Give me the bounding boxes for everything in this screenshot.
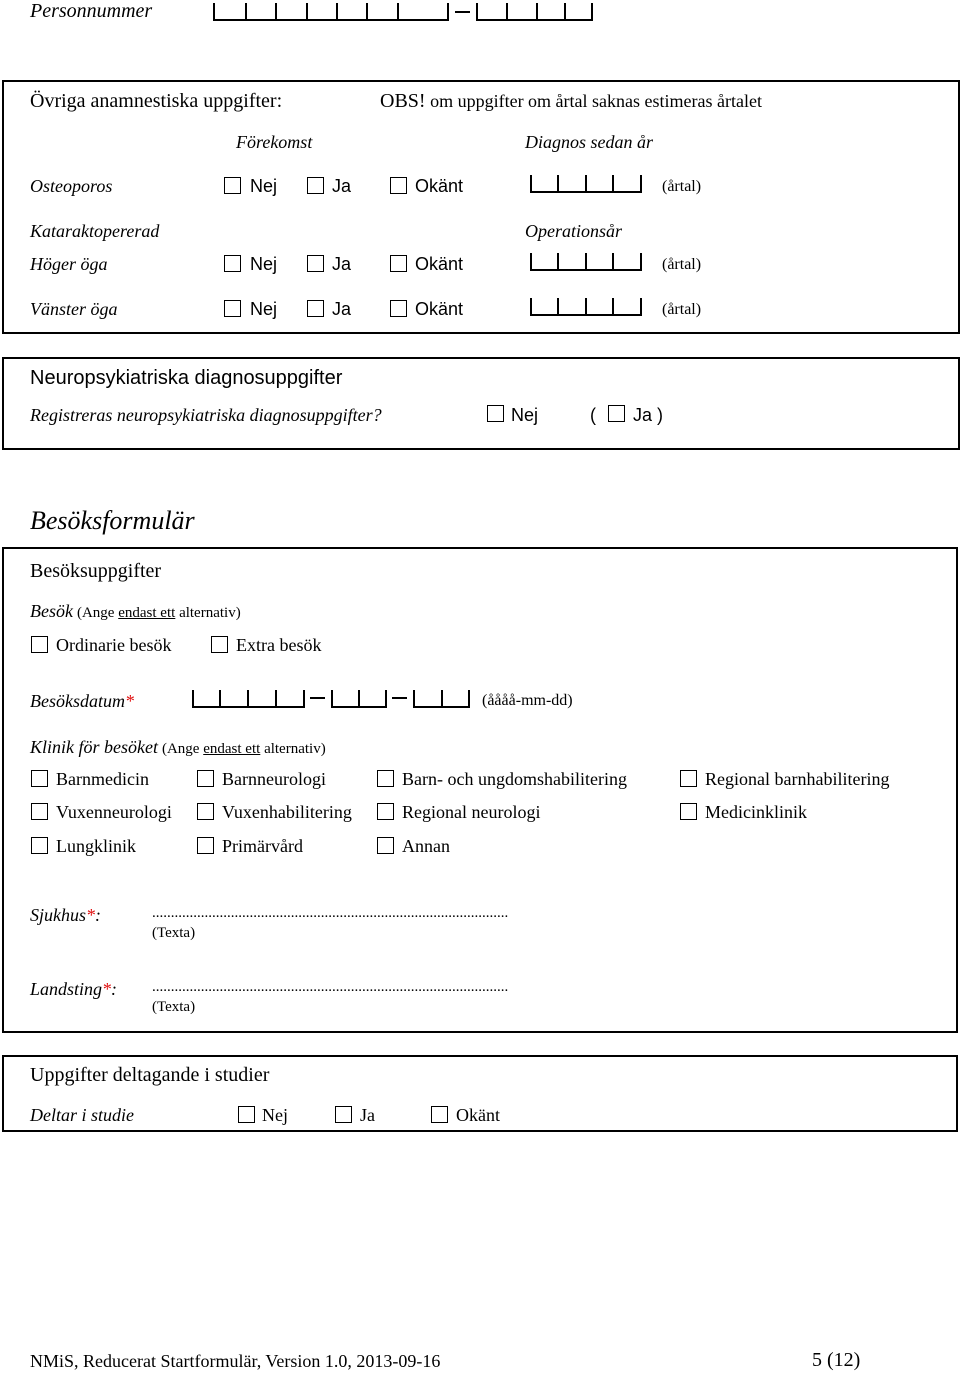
extra-label: Extra besök [236, 635, 322, 655]
klinik-annan-checkbox[interactable] [377, 837, 394, 854]
datum-dash-1 [310, 697, 325, 699]
hoger-okant-label: Okänt [415, 254, 464, 274]
besok-label: Besök [30, 601, 73, 621]
footer-doc-info: NMiS, Reducerat Startformulär, Version 1.0, 2013-09-16 [30, 1351, 441, 1371]
personnummer-dash [455, 11, 470, 13]
datum-hint: (åååå-mm-dd) [482, 692, 573, 709]
row-label-osteoporos: Osteoporos [30, 176, 113, 196]
klinik-barnneurologi-checkbox[interactable] [197, 770, 214, 787]
landsting-label: Landsting*: [30, 979, 118, 999]
klinik-barnhab-label: Barn- och ungdomshabilitering [402, 769, 627, 789]
studier-title: Uppgifter deltagande i studier [30, 1064, 270, 1086]
sjukhus-texta-hint: (Texta) [152, 925, 196, 941]
klinik-regneurologi-label: Regional neurologi [402, 802, 541, 822]
klinik-regbarnhab-checkbox[interactable] [680, 770, 697, 787]
studier-ja-label: Ja [360, 1105, 375, 1125]
landsting-input-line[interactable]: ............................................................................................... [152, 979, 509, 995]
klinik-medicinklinik-label: Medicinklinik [705, 802, 807, 822]
vanster-nej-label: Nej [250, 299, 278, 319]
studier-ja-checkbox[interactable] [335, 1106, 352, 1123]
klinik-barnmedicin-label: Barnmedicin [56, 769, 149, 789]
anamnes-section [2, 80, 960, 334]
klinik-lungklinik-label: Lungklinik [56, 836, 136, 856]
osteoporos-okant-label: Okänt [415, 176, 464, 196]
datum-month-field[interactable] [331, 690, 387, 708]
klinik-row [30, 737, 326, 758]
row-label-hoger: Höger öga [30, 254, 108, 274]
ordinarie-label: Ordinarie besök [56, 635, 172, 655]
sjukhus-required-star: * [86, 905, 95, 925]
hoger-year-hint: (årtal) [662, 256, 702, 273]
osteoporos-ja-checkbox[interactable] [307, 177, 324, 194]
klinik-regbarnhab-label: Regional barnhabilitering [705, 769, 890, 789]
hoger-ja-checkbox[interactable] [307, 255, 324, 272]
hoger-ja-label: Ja [332, 254, 352, 274]
neuro-title: Neuropsykiatriska diagnosuppgifter [30, 367, 343, 389]
landsting-required-star: * [102, 979, 112, 999]
klinik-vuxenneurologi-label: Vuxenneurologi [56, 802, 172, 822]
datum-day-field[interactable] [413, 690, 470, 708]
klinik-annan-label: Annan [402, 836, 450, 856]
row-label-katarakt: Kataraktopererad [30, 221, 160, 241]
studier-okant-checkbox[interactable] [431, 1106, 448, 1123]
besok-type-row [30, 601, 241, 622]
klinik-vuxenhab-label: Vuxenhabilitering [222, 802, 352, 822]
osteoporos-year-field[interactable] [530, 175, 642, 193]
ordinarie-checkbox[interactable] [31, 636, 48, 653]
klinik-lungklinik-checkbox[interactable] [31, 837, 48, 854]
hoger-nej-checkbox[interactable] [224, 255, 241, 272]
osteoporos-nej-label: Nej [250, 176, 278, 196]
sjukhus-input-line[interactable]: ............................................................................................... [152, 905, 509, 921]
besok-subheading: Besöksuppgifter [30, 560, 162, 582]
neuro-nej-checkbox[interactable] [487, 405, 504, 422]
datum-year-field[interactable] [192, 690, 305, 708]
vanster-year-field[interactable] [530, 298, 642, 316]
personnummer-label: Personnummer [30, 0, 153, 22]
anamnes-title: Övriga anamnestiska uppgifter: [30, 90, 283, 112]
neuro-ja-checkbox[interactable] [608, 405, 625, 422]
klinik-regneurologi-checkbox[interactable] [377, 803, 394, 820]
vanster-nej-checkbox[interactable] [224, 300, 241, 317]
neuro-nej-label: Nej [511, 405, 539, 425]
vanster-okant-label: Okänt [415, 299, 464, 319]
studier-nej-label: Nej [262, 1105, 288, 1125]
extra-checkbox[interactable] [211, 636, 228, 653]
col-diagnos: Diagnos sedan år [525, 132, 654, 152]
studier-question: Deltar i studie [30, 1105, 134, 1125]
personnummer-date-field[interactable] [213, 3, 449, 21]
neuro-paren-open: ( [590, 405, 596, 425]
osteoporos-year-hint: (årtal) [662, 178, 702, 195]
footer-page-number: 5 (12) [812, 1349, 861, 1371]
osteoporos-nej-checkbox[interactable] [224, 177, 241, 194]
osteoporos-ja-label: Ja [332, 176, 352, 196]
osteoporos-okant-checkbox[interactable] [390, 177, 407, 194]
klinik-hint: (Ange endast ett alternativ) [161, 741, 326, 757]
obs-prefix: OBS! [380, 90, 426, 112]
studier-nej-checkbox[interactable] [238, 1106, 255, 1123]
klinik-vuxenhab-checkbox[interactable] [197, 803, 214, 820]
datum-required-star: * [124, 691, 134, 711]
neuro-ja-label: Ja ) [633, 405, 664, 425]
hoger-nej-label: Nej [250, 254, 278, 274]
hoger-year-field[interactable] [530, 253, 642, 271]
obs-text: om uppgifter om årtal saknas estimeras årtalet [425, 91, 762, 111]
besok-heading: Besöksformulär [30, 506, 195, 535]
klinik-primarvard-label: Primärvård [222, 836, 303, 856]
klinik-label: Klinik för besöket [30, 737, 158, 757]
klinik-barnhab-checkbox[interactable] [377, 770, 394, 787]
personnummer-number-field[interactable] [476, 3, 593, 21]
klinik-medicinklinik-checkbox[interactable] [680, 803, 697, 820]
vanster-ja-label: Ja [332, 299, 352, 319]
klinik-barnneurologi-label: Barnneurologi [222, 769, 326, 789]
hoger-okant-checkbox[interactable] [390, 255, 407, 272]
besok-hint: (Ange endast ett alternativ) [76, 605, 241, 621]
vanster-ja-checkbox[interactable] [307, 300, 324, 317]
datum-dash-2 [392, 697, 407, 699]
vanster-okant-checkbox[interactable] [390, 300, 407, 317]
obs-note [380, 90, 762, 113]
vanster-year-hint: (årtal) [662, 301, 702, 318]
klinik-vuxenneurologi-checkbox[interactable] [31, 803, 48, 820]
row-label-vanster: Vänster öga [30, 299, 118, 319]
landsting-texta-hint: (Texta) [152, 999, 196, 1015]
studier-okant-label: Okänt [456, 1105, 500, 1125]
col-forekomst: Förekomst [236, 132, 313, 152]
col-operation: Operationsår [525, 221, 623, 241]
datum-label: Besöksdatum* [30, 691, 134, 711]
klinik-barnmedicin-checkbox[interactable] [31, 770, 48, 787]
sjukhus-label: Sjukhus*: [30, 905, 101, 925]
neuro-question: Registreras neuropsykiatriska diagnosuppgifter? [30, 405, 382, 425]
klinik-primarvard-checkbox[interactable] [197, 837, 214, 854]
